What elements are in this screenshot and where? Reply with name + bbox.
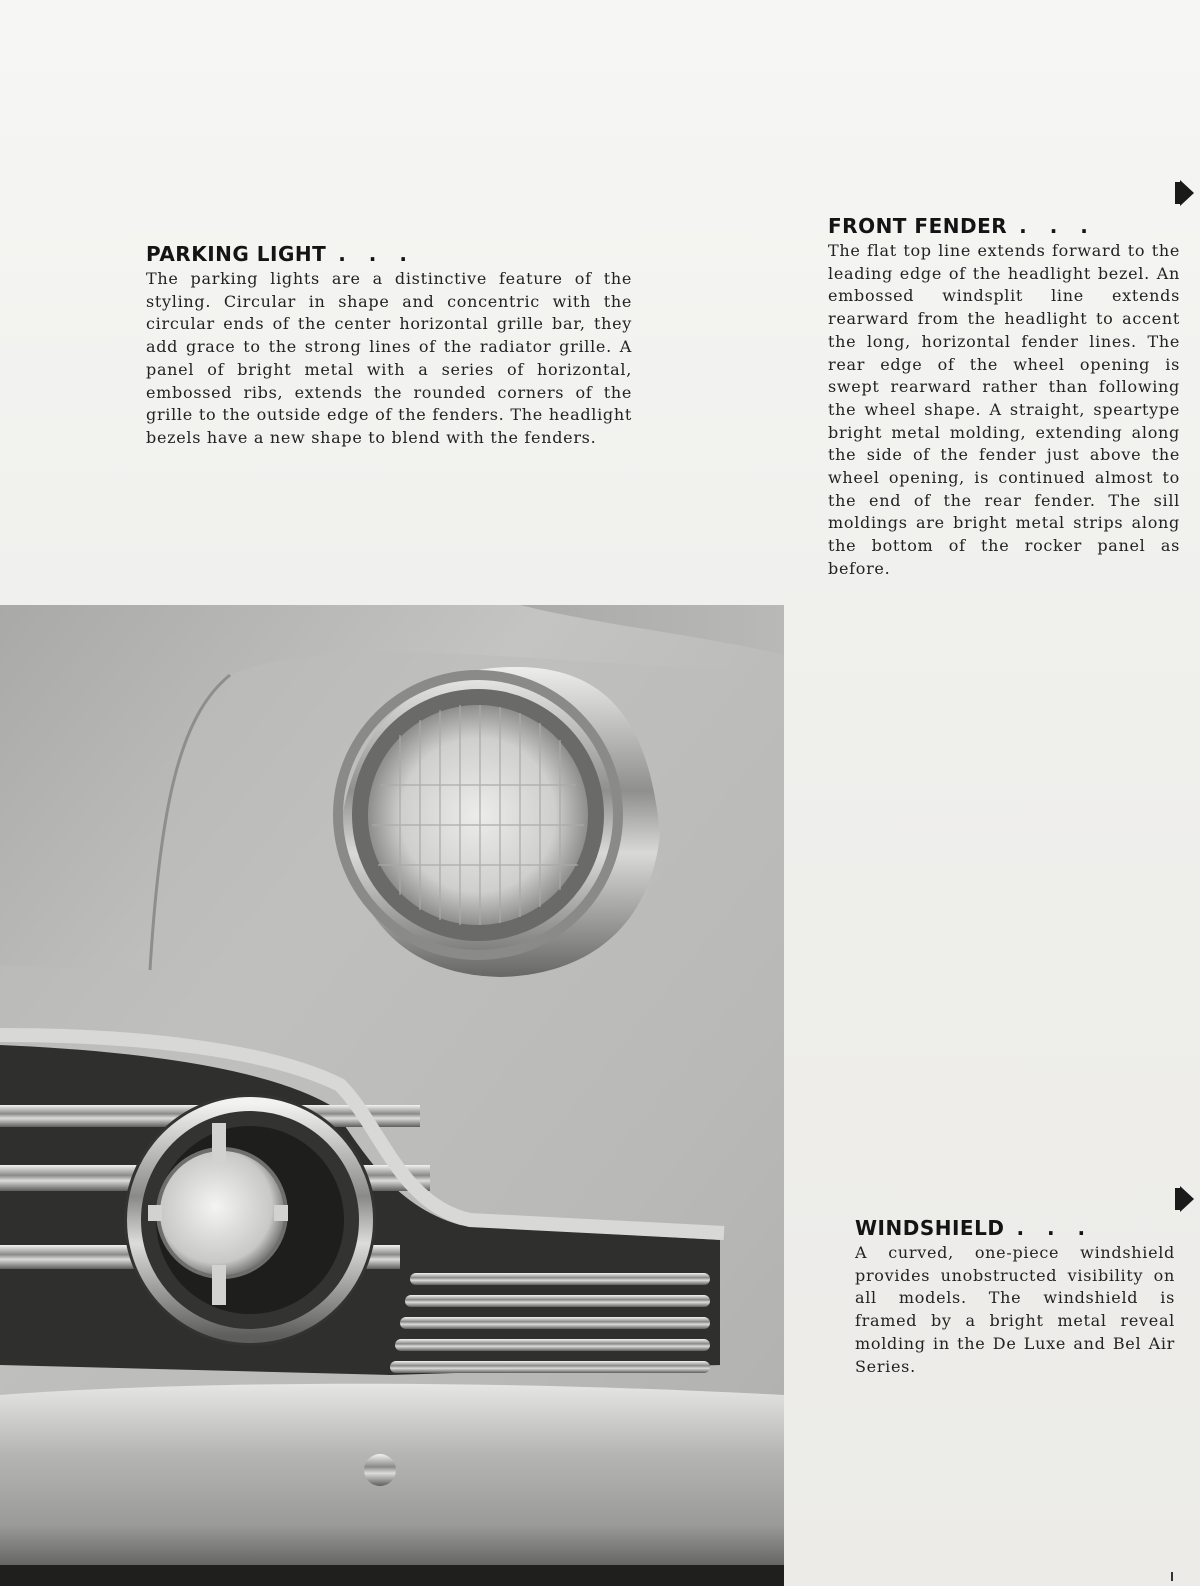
parking-light <box>124 1094 376 1346</box>
parking-light-section <box>146 242 632 450</box>
parking-light-text: The parking lights are a distinctive feature of the styling. Circular in shape and concentric with the circular ends of the center horizontal grille bar, they add grace to the strong lines of the radiator grille. A panel of bright metal with a series of horizontal, embossed ribs, extends the rounded corners of the grille to the outside edge of the fenders. The headlight bezels have a new shape to blend with the fenders. <box>146 269 632 447</box>
arrow-right-icon <box>1180 180 1194 206</box>
arrow-right-icon <box>1180 1186 1194 1212</box>
front-fender-text: The flat top line extends forward to the leading edge of the headlight bezel. An embossed windsplit line extends rearward from the headlight to accent the long, horizontal fender lines. The rear edge of the wheel opening is swept rearward rather than following the wheel shape. A straight, speartype bright metal molding, extending along the side of the fender just above the wheel opening, is continued almost to the end of the rear fender. The sill moldings are bright metal strips along the bottom of the rocker panel as before. <box>828 241 1180 578</box>
front-fender-heading: FRONT FENDER . . . <box>828 214 1096 238</box>
windshield-text: A curved, one-piece windshield provides unobstructed visibility on all models. The windshield is framed by a bright metal reveal molding in the De Luxe and Bel Air Series. <box>855 1243 1175 1376</box>
car-front-photo <box>0 605 784 1586</box>
parking-light-heading: PARKING LIGHT . . . <box>146 242 415 266</box>
windshield-section <box>855 1216 1175 1378</box>
front-fender-section <box>828 214 1180 581</box>
page-mark <box>1171 1572 1173 1581</box>
bumper <box>0 1384 784 1586</box>
headlight <box>338 667 660 977</box>
windshield-heading: WINDSHIELD . . . <box>855 1216 1094 1240</box>
